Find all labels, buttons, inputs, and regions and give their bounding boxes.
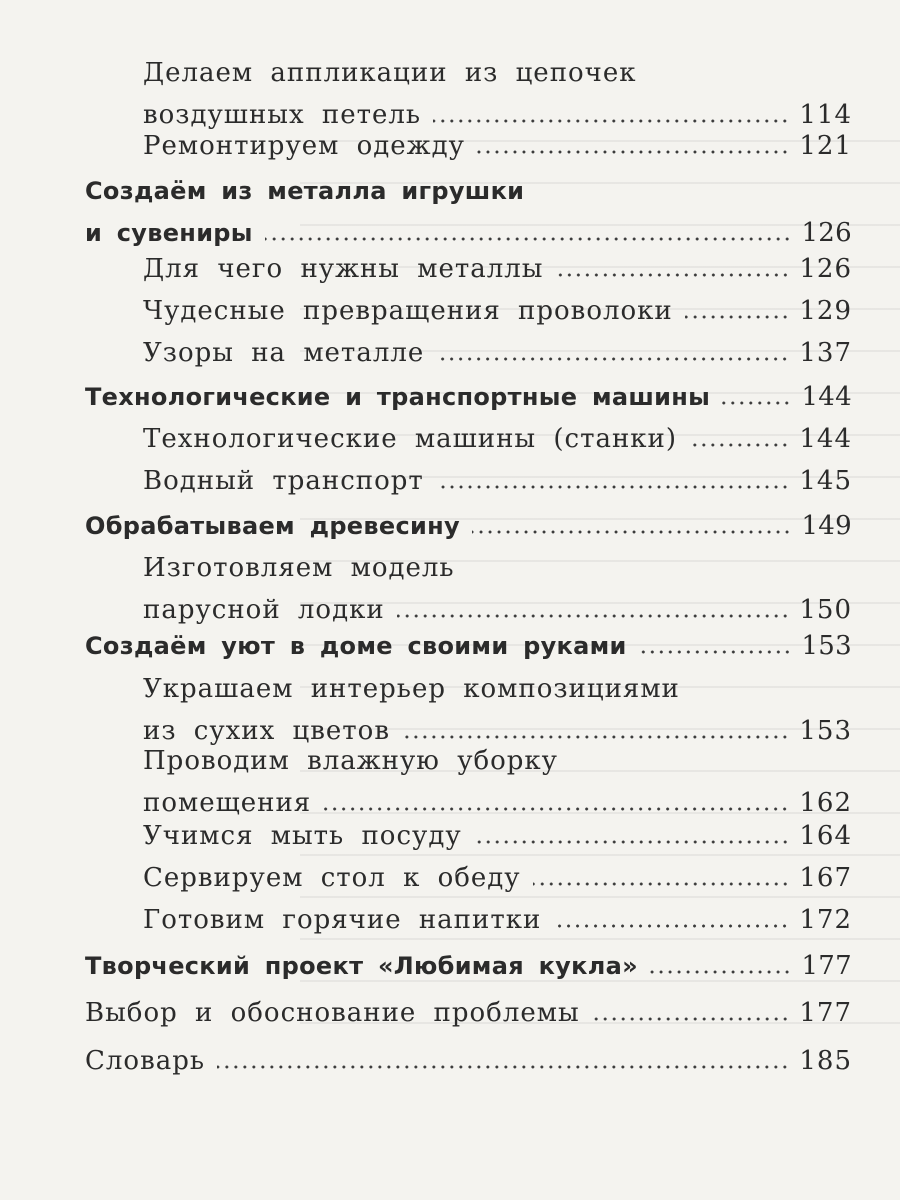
dot-leader — [689, 443, 789, 447]
toc-entry-title: Проводим влажную уборку — [143, 746, 558, 776]
toc-entry-title: Чудесные превращения проволоки — [143, 296, 673, 326]
toc-entry-title: Учимся мыть посуду — [143, 821, 462, 851]
dot-leader — [436, 485, 790, 489]
dot-leader — [592, 1017, 790, 1021]
toc-entry-title: Сервируем стол к обеду — [143, 863, 521, 893]
toc-entry-title: Технологические и транспортные машины — [85, 383, 711, 411]
dot-leader — [685, 315, 790, 319]
toc-entry-title: Обрабатываем древесину — [85, 512, 460, 540]
toc-entry-title: Создаём уют в доме своими руками — [85, 632, 627, 660]
toc-entry-title: Словарь — [85, 1046, 206, 1076]
dot-leader — [217, 1065, 789, 1069]
page-number: 153 — [801, 631, 852, 661]
dot-leader — [397, 614, 790, 618]
toc-entry-title: Для чего нужны металлы — [143, 254, 544, 284]
dot-leader — [402, 735, 789, 739]
toc-entry-title: Делаем аппликации из цепочек — [143, 58, 637, 88]
page-number: 121 — [799, 131, 852, 161]
page-number: 162 — [799, 788, 852, 818]
page-number: 145 — [799, 466, 852, 496]
toc-entry-title: Создаём из металла игрушки — [85, 177, 525, 205]
page-number: 177 — [799, 998, 852, 1028]
page-number: 137 — [799, 338, 852, 368]
page-number: 153 — [799, 716, 852, 746]
dot-leader — [323, 807, 789, 811]
toc-entry-title: Ремонтируем одежду — [143, 131, 465, 161]
dot-leader — [472, 530, 792, 534]
page-number: 164 — [799, 821, 852, 851]
page-number: 144 — [801, 382, 852, 412]
dot-leader — [639, 650, 792, 654]
dot-leader — [533, 882, 790, 886]
page-number: 126 — [801, 218, 852, 248]
toc-entry-title-continued: из сухих цветов — [143, 716, 390, 746]
dot-leader — [436, 357, 789, 361]
toc-entry-title-continued: воздушных петель — [143, 100, 422, 130]
toc-entry-title: Выбор и обоснование проблемы — [85, 998, 580, 1028]
page-number: 144 — [799, 424, 852, 454]
page-number: 150 — [799, 595, 852, 625]
dot-leader — [722, 401, 791, 405]
toc-entry-title: Водный транспорт — [143, 466, 424, 496]
page-number: 129 — [799, 296, 852, 326]
page-number: 114 — [799, 100, 852, 130]
page-number: 185 — [799, 1046, 852, 1076]
dot-leader — [553, 924, 789, 928]
toc-entry-title-continued: помещения — [143, 788, 312, 818]
toc-entry-title: Узоры на металле — [143, 338, 425, 368]
page-number: 172 — [799, 905, 852, 935]
page-number: 126 — [799, 254, 852, 284]
toc-entry-title: Готовим горячие напитки — [143, 905, 542, 935]
toc-entry-title: Творческий проект «Любимая кукла» — [85, 952, 638, 980]
toc-entry-title-continued: и сувениры — [85, 219, 253, 247]
toc-entry-title: Изготовляем модель — [143, 553, 455, 583]
dot-leader — [477, 150, 789, 154]
toc-entry-title-continued: парусной лодки — [143, 595, 385, 625]
toc-entry-title: Технологические машины (станки) — [143, 424, 678, 454]
dot-leader — [650, 970, 792, 974]
page-number: 167 — [799, 863, 852, 893]
toc-entry-title: Украшаем интерьер композициями — [143, 674, 680, 704]
page-number: 149 — [801, 511, 852, 541]
dot-leader — [265, 237, 792, 241]
dot-leader — [474, 840, 790, 844]
dot-leader — [433, 119, 789, 123]
dot-leader — [556, 273, 790, 277]
page-number: 177 — [801, 951, 852, 981]
